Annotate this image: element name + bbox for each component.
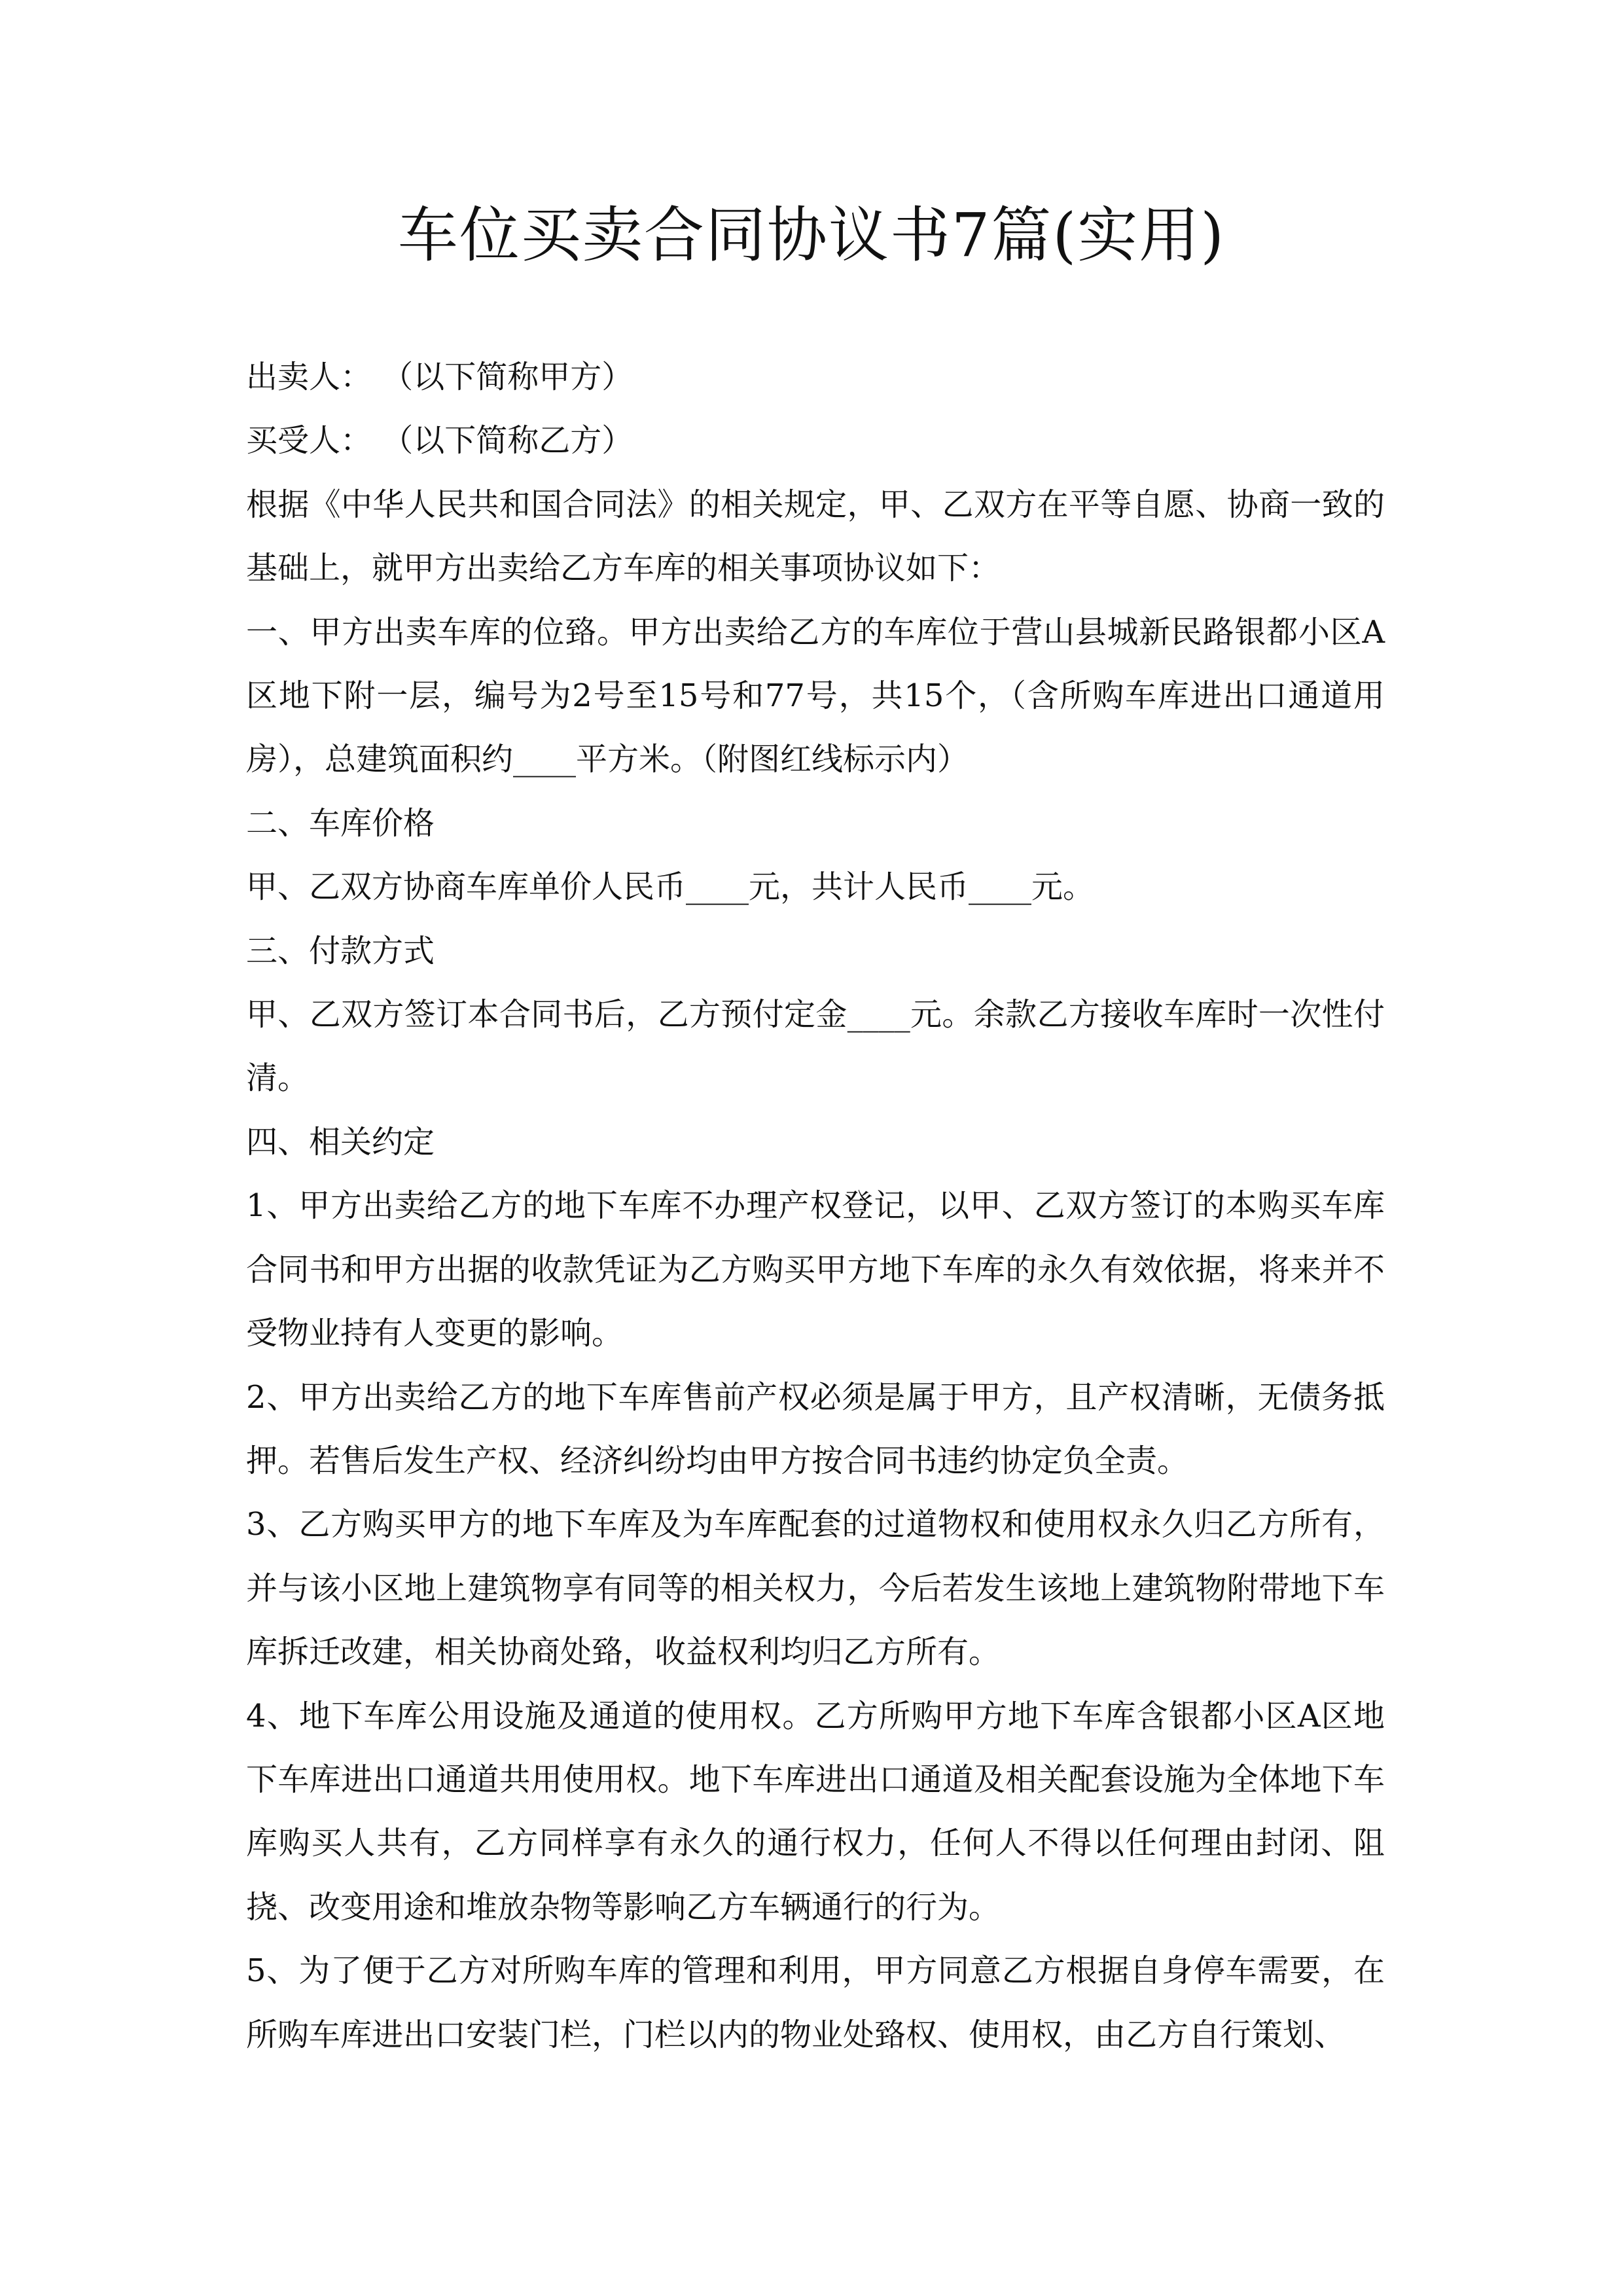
paragraph-price: 甲、乙双方协商车库单价人民币____元，共计人民币____元。 <box>246 869 1095 906</box>
paragraph-clause-2: 2、甲方出卖给乙方的地下车库售前产权必须是属于甲方，且产权清晰，无债务抵押。若售后发生产权、经济纠纷均由甲方按合同书违约协定负全责。 <box>246 1378 1385 1479</box>
paragraph-clause-1: 1、甲方出卖给乙方的地下车库不办理产权登记，以甲、乙双方签订的本购买车库合同书和甲方出据的收款凭证为乙方购买甲方地下车库的永久有效依据，将来并不受物业持有人变更的影响。 <box>246 1187 1385 1352</box>
paragraph-payment: 甲、乙双方签订本合同书后，乙方预付定金____元。余款乙方接收车库时一次性付清。 <box>246 996 1385 1097</box>
paragraph-seller: 出卖人： （以下简称甲方） <box>246 359 633 395</box>
paragraph-clause-5: 5、为了便于乙方对所购车库的管理和利用，甲方同意乙方根据自身停车需要，在所购车库进出口安装门栏，门栏以内的物业处臵权、使用权，由乙方自行策划、 <box>246 1952 1385 2053</box>
heading-section-4: 四、相关约定 <box>246 1123 435 1160</box>
paragraph-preamble: 根据《中华人民共和国合同法》的相关规定，甲、乙双方在平等自愿、协商一致的基础上，就甲方出卖给乙方车库的相关事项协议如下： <box>246 486 1385 587</box>
document-title: 车位买卖合同协议书7篇(实用) <box>397 200 1226 270</box>
document-body <box>246 346 1385 2067</box>
paragraph-clause-4: 4、地下车库公用设施及通道的使用权。乙方所购甲方地下车库含银都小区A区地下车库进出口通道共用使用权。地下车库进出口通道及相关配套设施为全体地下车库购买人共有，乙方同样享有永久的通行权力，任何人不得以任何理由封闭、阻挠、改变用途和堆放杂物等影响乙方车辆通行的行为。 <box>246 1697 1385 1926</box>
heading-section-3: 三、付款方式 <box>246 932 435 969</box>
paragraph-section-1: 一、甲方出卖车库的位臵。甲方出卖给乙方的车库位于营山县城新民路银都小区A区地下附一层，编号为2号至15号和77号，共15个，（含所购车库进出口通道用房），总建筑面积约____平方米。（附图红线标示内） <box>246 613 1385 778</box>
heading-section-2: 二、车库价格 <box>246 804 435 842</box>
paragraph-clause-3: 3、乙方购买甲方的地下车库及为车库配套的过道物权和使用权永久归乙方所有，并与该小区地上建筑物享有同等的相关权力，今后若发生该地上建筑物附带地下车库拆迁改建，相关协商处臵，收益权利均归乙方所有。 <box>246 1506 1385 1671</box>
paragraph-buyer: 买受人： （以下简称乙方） <box>246 422 633 459</box>
